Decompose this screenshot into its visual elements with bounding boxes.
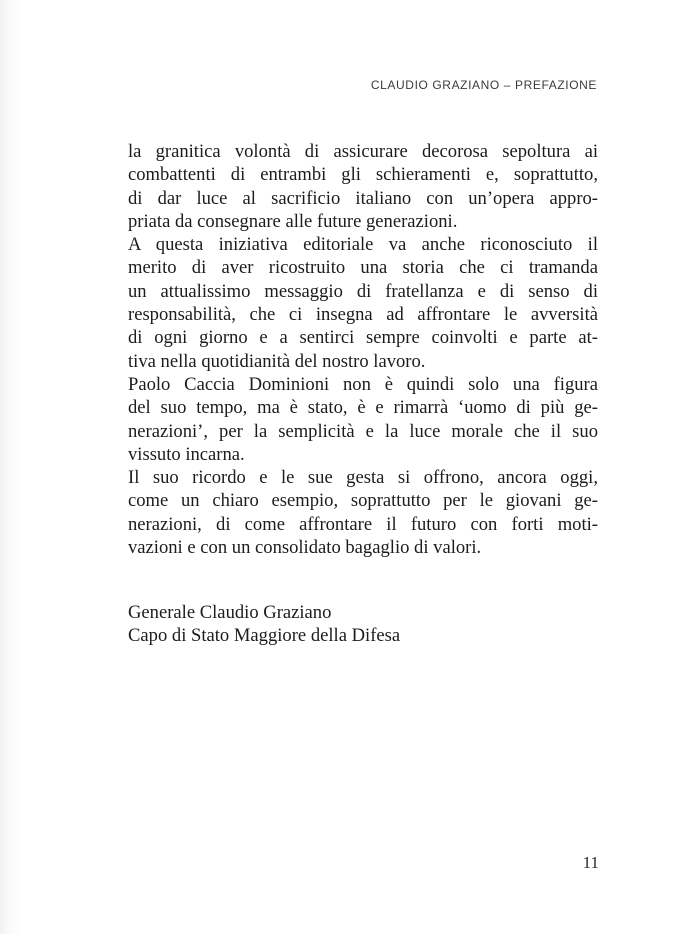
- body-line: la granitica volontà di assicurare decorosa sepoltura ai: [128, 141, 598, 162]
- body-line: Paolo Caccia Dominioni non è quindi solo una figura: [128, 373, 598, 395]
- body-line: nerazioni’, per la semplicità e la luce morale che il suo: [128, 420, 598, 442]
- body-line: combattenti di entrambi gli schieramenti e, soprattutto,: [128, 164, 598, 186]
- page-gutter-shadow: [0, 0, 22, 934]
- body-line: A questa iniziativa editoriale va anche riconosciuto il: [128, 234, 598, 256]
- preface-body: [128, 140, 598, 559]
- body-line: un attualissimo messaggio di fratellanza e di senso di: [128, 280, 598, 302]
- body-line: di ogni giorno e a sentirci sempre coinvolti e parte at-: [128, 327, 598, 349]
- body-line: merito di aver ricostruito una storia che ci tramanda: [128, 257, 598, 279]
- body-line: di dar luce al sacrificio italiano con un’opera appro-: [128, 187, 598, 209]
- body-line: vazioni e con un consolidato bagaglio di valori.: [128, 537, 482, 559]
- body-line: vissuto incarna.: [128, 443, 245, 465]
- running-header: CLAUDIO GRAZIANO – PREFAZIONE: [370, 78, 597, 92]
- body-line: del suo tempo, ma è stato, è e rimarrà ‘uomo di più ge-: [128, 397, 598, 419]
- body-line: priata da consegnare alle future generazioni.: [128, 210, 458, 232]
- body-line: responsabilità, che ci insegna ad affrontare le avversità: [128, 304, 598, 326]
- signature-name: Generale Claudio Graziano: [128, 602, 332, 623]
- body-line: nerazioni, di come affrontare il futuro con forti moti-: [128, 513, 598, 535]
- page-number: 11: [582, 853, 599, 872]
- body-line: tiva nella quotidianità del nostro lavoro.: [128, 350, 426, 372]
- signature-block: [128, 601, 598, 648]
- body-line: come un chiaro esempio, soprattutto per le giovani ge-: [128, 490, 598, 512]
- signature-role: Capo di Stato Maggiore della Difesa: [128, 625, 401, 647]
- body-line: Il suo ricordo e le sue gesta si offrono, ancora oggi,: [128, 467, 598, 489]
